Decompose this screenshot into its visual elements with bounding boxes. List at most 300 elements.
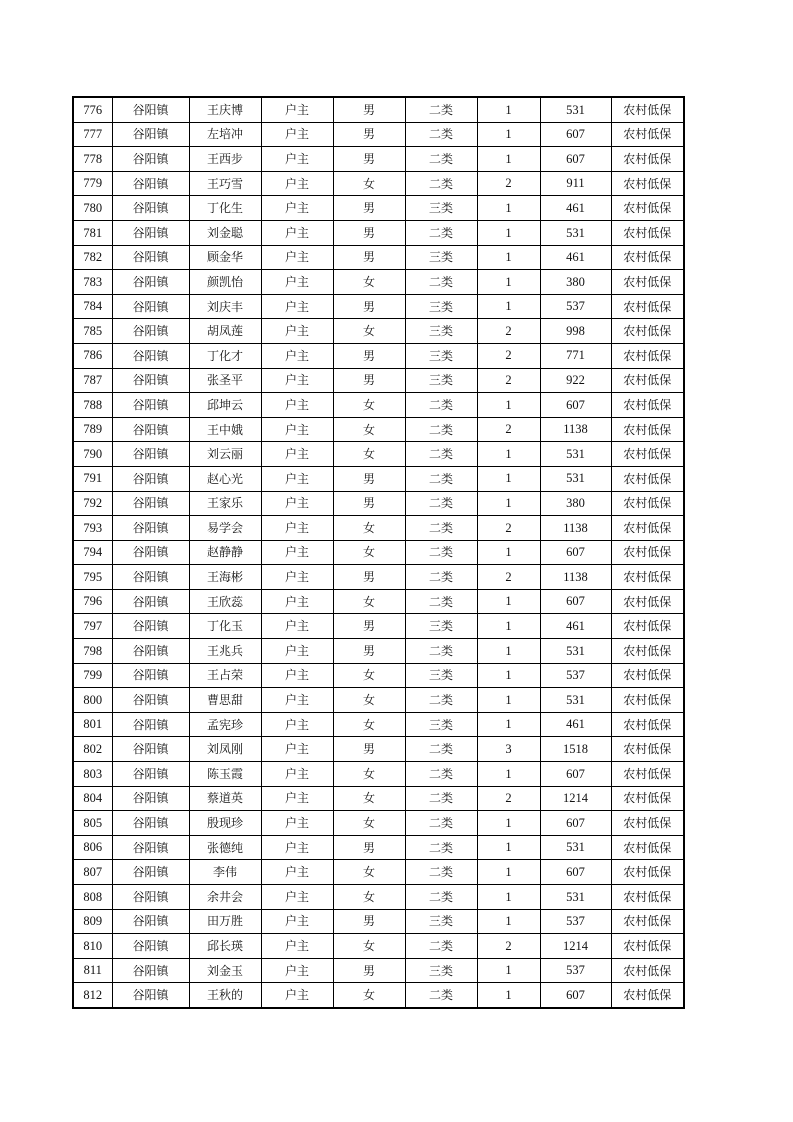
household-size-cell: 1: [477, 983, 540, 1008]
name-cell: 余井会: [189, 885, 261, 910]
amount-cell: 461: [540, 712, 611, 737]
household-size-cell: 1: [477, 885, 540, 910]
name-cell: 殷现珍: [189, 811, 261, 836]
table-row: [73, 343, 684, 368]
household-size-cell: 1: [477, 442, 540, 467]
row-number-cell: 791: [73, 466, 112, 491]
aid-type-cell: 农村低保: [611, 540, 684, 565]
table-row: [73, 220, 684, 245]
amount-cell: 531: [540, 466, 611, 491]
table-row: [73, 466, 684, 491]
amount-cell: 531: [540, 639, 611, 664]
table-row: [73, 786, 684, 811]
gender-cell: 女: [333, 983, 405, 1008]
household-size-cell: 1: [477, 540, 540, 565]
relation-cell: 户主: [261, 466, 333, 491]
relation-cell: 户主: [261, 860, 333, 885]
town-cell: 谷阳镇: [112, 835, 189, 860]
household-size-cell: 1: [477, 688, 540, 713]
gender-cell: 男: [333, 245, 405, 270]
category-cell: 三类: [405, 294, 477, 319]
relation-cell: 户主: [261, 442, 333, 467]
town-cell: 谷阳镇: [112, 270, 189, 295]
gender-cell: 女: [333, 540, 405, 565]
name-cell: 王欣蕊: [189, 589, 261, 614]
household-size-cell: 1: [477, 712, 540, 737]
relation-cell: 户主: [261, 885, 333, 910]
relation-cell: 户主: [261, 712, 333, 737]
gender-cell: 男: [333, 122, 405, 147]
gender-cell: 男: [333, 343, 405, 368]
name-cell: 刘金玉: [189, 958, 261, 983]
table-row: [73, 614, 684, 639]
town-cell: 谷阳镇: [112, 540, 189, 565]
table-row: [73, 589, 684, 614]
amount-cell: 1138: [540, 565, 611, 590]
relation-cell: 户主: [261, 663, 333, 688]
aid-type-cell: 农村低保: [611, 147, 684, 172]
aid-type-cell: 农村低保: [611, 393, 684, 418]
aid-type-cell: 农村低保: [611, 220, 684, 245]
category-cell: 三类: [405, 245, 477, 270]
relation-cell: 户主: [261, 983, 333, 1008]
row-number-cell: 780: [73, 196, 112, 221]
table-row: [73, 97, 684, 122]
amount-cell: 607: [540, 122, 611, 147]
amount-cell: 607: [540, 811, 611, 836]
category-cell: 二类: [405, 983, 477, 1008]
amount-cell: 607: [540, 983, 611, 1008]
household-size-cell: 3: [477, 737, 540, 762]
gender-cell: 女: [333, 688, 405, 713]
category-cell: 二类: [405, 393, 477, 418]
name-cell: 赵静静: [189, 540, 261, 565]
aid-type-cell: 农村低保: [611, 491, 684, 516]
name-cell: 刘庆丰: [189, 294, 261, 319]
town-cell: 谷阳镇: [112, 466, 189, 491]
town-cell: 谷阳镇: [112, 811, 189, 836]
relation-cell: 户主: [261, 737, 333, 762]
category-cell: 二类: [405, 565, 477, 590]
name-cell: 王巧雪: [189, 171, 261, 196]
table-row: [73, 712, 684, 737]
relation-cell: 户主: [261, 147, 333, 172]
table-row: [73, 442, 684, 467]
relation-cell: 户主: [261, 368, 333, 393]
aid-type-cell: 农村低保: [611, 860, 684, 885]
amount-cell: 531: [540, 97, 611, 122]
row-number-cell: 777: [73, 122, 112, 147]
row-number-cell: 801: [73, 712, 112, 737]
town-cell: 谷阳镇: [112, 393, 189, 418]
household-size-cell: 1: [477, 97, 540, 122]
name-cell: 王中娥: [189, 417, 261, 442]
name-cell: 刘云丽: [189, 442, 261, 467]
town-cell: 谷阳镇: [112, 860, 189, 885]
gender-cell: 女: [333, 516, 405, 541]
row-number-cell: 776: [73, 97, 112, 122]
relation-cell: 户主: [261, 762, 333, 787]
category-cell: 二类: [405, 516, 477, 541]
category-cell: 三类: [405, 319, 477, 344]
aid-type-cell: 农村低保: [611, 639, 684, 664]
household-size-cell: 1: [477, 589, 540, 614]
household-size-cell: 2: [477, 343, 540, 368]
table-row: [73, 122, 684, 147]
aid-type-cell: 农村低保: [611, 368, 684, 393]
name-cell: 王海彬: [189, 565, 261, 590]
gender-cell: 女: [333, 663, 405, 688]
gender-cell: 女: [333, 417, 405, 442]
name-cell: 王兆兵: [189, 639, 261, 664]
town-cell: 谷阳镇: [112, 934, 189, 959]
town-cell: 谷阳镇: [112, 663, 189, 688]
category-cell: 二类: [405, 220, 477, 245]
household-size-cell: 1: [477, 663, 540, 688]
aid-type-cell: 农村低保: [611, 909, 684, 934]
amount-cell: 607: [540, 147, 611, 172]
town-cell: 谷阳镇: [112, 737, 189, 762]
table-row: [73, 368, 684, 393]
aid-type-cell: 农村低保: [611, 442, 684, 467]
amount-cell: 380: [540, 270, 611, 295]
gender-cell: 男: [333, 737, 405, 762]
relation-cell: 户主: [261, 393, 333, 418]
gender-cell: 女: [333, 442, 405, 467]
aid-type-cell: 农村低保: [611, 343, 684, 368]
gender-cell: 女: [333, 171, 405, 196]
relation-cell: 户主: [261, 245, 333, 270]
town-cell: 谷阳镇: [112, 147, 189, 172]
category-cell: 二类: [405, 491, 477, 516]
town-cell: 谷阳镇: [112, 565, 189, 590]
row-number-cell: 789: [73, 417, 112, 442]
town-cell: 谷阳镇: [112, 983, 189, 1008]
amount-cell: 537: [540, 294, 611, 319]
relation-cell: 户主: [261, 639, 333, 664]
row-number-cell: 809: [73, 909, 112, 934]
amount-cell: 607: [540, 393, 611, 418]
amount-cell: 771: [540, 343, 611, 368]
row-number-cell: 778: [73, 147, 112, 172]
relation-cell: 户主: [261, 540, 333, 565]
name-cell: 左培冲: [189, 122, 261, 147]
row-number-cell: 804: [73, 786, 112, 811]
name-cell: 王秋的: [189, 983, 261, 1008]
category-cell: 二类: [405, 737, 477, 762]
household-size-cell: 1: [477, 958, 540, 983]
row-number-cell: 781: [73, 220, 112, 245]
category-cell: 二类: [405, 171, 477, 196]
gender-cell: 女: [333, 811, 405, 836]
aid-type-cell: 农村低保: [611, 589, 684, 614]
aid-type-cell: 农村低保: [611, 516, 684, 541]
row-number-cell: 782: [73, 245, 112, 270]
category-cell: 二类: [405, 835, 477, 860]
household-size-cell: 1: [477, 466, 540, 491]
town-cell: 谷阳镇: [112, 343, 189, 368]
aid-type-cell: 农村低保: [611, 97, 684, 122]
gender-cell: 女: [333, 786, 405, 811]
aid-type-cell: 农村低保: [611, 835, 684, 860]
category-cell: 二类: [405, 466, 477, 491]
relation-cell: 户主: [261, 614, 333, 639]
gender-cell: 男: [333, 565, 405, 590]
relation-cell: 户主: [261, 122, 333, 147]
category-cell: 二类: [405, 122, 477, 147]
table-row: [73, 835, 684, 860]
household-size-cell: 1: [477, 122, 540, 147]
gender-cell: 女: [333, 885, 405, 910]
table-row: [73, 565, 684, 590]
amount-cell: 537: [540, 909, 611, 934]
household-size-cell: 1: [477, 270, 540, 295]
name-cell: 刘金聪: [189, 220, 261, 245]
aid-type-cell: 农村低保: [611, 196, 684, 221]
gender-cell: 男: [333, 294, 405, 319]
relation-cell: 户主: [261, 343, 333, 368]
relation-cell: 户主: [261, 589, 333, 614]
row-number-cell: 794: [73, 540, 112, 565]
town-cell: 谷阳镇: [112, 688, 189, 713]
row-number-cell: 792: [73, 491, 112, 516]
name-cell: 曹思甜: [189, 688, 261, 713]
row-number-cell: 793: [73, 516, 112, 541]
aid-type-cell: 农村低保: [611, 712, 684, 737]
name-cell: 张圣平: [189, 368, 261, 393]
amount-cell: 531: [540, 885, 611, 910]
aid-type-cell: 农村低保: [611, 885, 684, 910]
table-row: [73, 491, 684, 516]
aid-type-cell: 农村低保: [611, 319, 684, 344]
amount-cell: 607: [540, 762, 611, 787]
category-cell: 三类: [405, 368, 477, 393]
table-row: [73, 663, 684, 688]
table-row: [73, 245, 684, 270]
table-row: [73, 958, 684, 983]
row-number-cell: 779: [73, 171, 112, 196]
relation-cell: 户主: [261, 319, 333, 344]
aid-type-cell: 农村低保: [611, 762, 684, 787]
name-cell: 陈玉霞: [189, 762, 261, 787]
town-cell: 谷阳镇: [112, 589, 189, 614]
gender-cell: 男: [333, 614, 405, 639]
amount-cell: 461: [540, 614, 611, 639]
table-row: [73, 147, 684, 172]
row-number-cell: 811: [73, 958, 112, 983]
household-size-cell: 1: [477, 491, 540, 516]
relation-cell: 户主: [261, 196, 333, 221]
aid-type-cell: 农村低保: [611, 171, 684, 196]
household-size-cell: 2: [477, 934, 540, 959]
gender-cell: 女: [333, 712, 405, 737]
town-cell: 谷阳镇: [112, 417, 189, 442]
category-cell: 三类: [405, 663, 477, 688]
town-cell: 谷阳镇: [112, 368, 189, 393]
amount-cell: 607: [540, 540, 611, 565]
town-cell: 谷阳镇: [112, 786, 189, 811]
category-cell: 二类: [405, 147, 477, 172]
household-size-cell: 2: [477, 786, 540, 811]
name-cell: 王占荣: [189, 663, 261, 688]
row-number-cell: 799: [73, 663, 112, 688]
gender-cell: 女: [333, 319, 405, 344]
category-cell: 二类: [405, 417, 477, 442]
household-size-cell: 1: [477, 147, 540, 172]
gender-cell: 男: [333, 909, 405, 934]
relation-cell: 户主: [261, 835, 333, 860]
household-size-cell: 1: [477, 294, 540, 319]
gender-cell: 男: [333, 220, 405, 245]
relation-cell: 户主: [261, 220, 333, 245]
relation-cell: 户主: [261, 958, 333, 983]
table-row: [73, 983, 684, 1008]
row-number-cell: 797: [73, 614, 112, 639]
relation-cell: 户主: [261, 270, 333, 295]
name-cell: 王家乐: [189, 491, 261, 516]
aid-type-cell: 农村低保: [611, 786, 684, 811]
category-cell: 二类: [405, 786, 477, 811]
amount-cell: 531: [540, 442, 611, 467]
gender-cell: 女: [333, 270, 405, 295]
category-cell: 二类: [405, 97, 477, 122]
row-number-cell: 802: [73, 737, 112, 762]
aid-type-cell: 农村低保: [611, 983, 684, 1008]
gender-cell: 男: [333, 835, 405, 860]
category-cell: 三类: [405, 614, 477, 639]
table-row: [73, 294, 684, 319]
household-size-cell: 2: [477, 171, 540, 196]
household-size-cell: 1: [477, 639, 540, 664]
name-cell: 王西步: [189, 147, 261, 172]
amount-cell: 531: [540, 835, 611, 860]
name-cell: 田万胜: [189, 909, 261, 934]
town-cell: 谷阳镇: [112, 245, 189, 270]
household-size-cell: 1: [477, 860, 540, 885]
table-row: [73, 762, 684, 787]
row-number-cell: 796: [73, 589, 112, 614]
gender-cell: 女: [333, 589, 405, 614]
table-row: [73, 909, 684, 934]
aid-type-cell: 农村低保: [611, 688, 684, 713]
amount-cell: 380: [540, 491, 611, 516]
town-cell: 谷阳镇: [112, 122, 189, 147]
table-row: [73, 516, 684, 541]
name-cell: 丁化玉: [189, 614, 261, 639]
gender-cell: 女: [333, 393, 405, 418]
amount-cell: 1138: [540, 417, 611, 442]
aid-type-cell: 农村低保: [611, 811, 684, 836]
town-cell: 谷阳镇: [112, 171, 189, 196]
table-row: [73, 811, 684, 836]
row-number-cell: 786: [73, 343, 112, 368]
table-row: [73, 688, 684, 713]
relation-cell: 户主: [261, 294, 333, 319]
name-cell: 蔡道英: [189, 786, 261, 811]
relation-cell: 户主: [261, 811, 333, 836]
gender-cell: 男: [333, 491, 405, 516]
row-number-cell: 805: [73, 811, 112, 836]
aid-type-cell: 农村低保: [611, 737, 684, 762]
gender-cell: 男: [333, 196, 405, 221]
table-row: [73, 737, 684, 762]
town-cell: 谷阳镇: [112, 294, 189, 319]
category-cell: 三类: [405, 196, 477, 221]
name-cell: 丁化才: [189, 343, 261, 368]
category-cell: 三类: [405, 909, 477, 934]
name-cell: 孟宪珍: [189, 712, 261, 737]
amount-cell: 1214: [540, 934, 611, 959]
name-cell: 邱长瑛: [189, 934, 261, 959]
name-cell: 胡凤莲: [189, 319, 261, 344]
amount-cell: 1518: [540, 737, 611, 762]
relation-cell: 户主: [261, 786, 333, 811]
table-row: [73, 196, 684, 221]
town-cell: 谷阳镇: [112, 196, 189, 221]
relation-cell: 户主: [261, 491, 333, 516]
amount-cell: 461: [540, 245, 611, 270]
amount-cell: 537: [540, 663, 611, 688]
row-number-cell: 803: [73, 762, 112, 787]
name-cell: 李伟: [189, 860, 261, 885]
aid-type-cell: 农村低保: [611, 565, 684, 590]
relation-cell: 户主: [261, 97, 333, 122]
town-cell: 谷阳镇: [112, 762, 189, 787]
amount-cell: 1214: [540, 786, 611, 811]
table-row: [73, 171, 684, 196]
row-number-cell: 785: [73, 319, 112, 344]
category-cell: 二类: [405, 589, 477, 614]
aid-type-cell: 农村低保: [611, 614, 684, 639]
category-cell: 二类: [405, 762, 477, 787]
amount-cell: 461: [540, 196, 611, 221]
table-row: [73, 417, 684, 442]
aid-type-cell: 农村低保: [611, 270, 684, 295]
row-number-cell: 783: [73, 270, 112, 295]
category-cell: 二类: [405, 885, 477, 910]
name-cell: 易学会: [189, 516, 261, 541]
amount-cell: 531: [540, 688, 611, 713]
household-size-cell: 1: [477, 393, 540, 418]
household-size-cell: 2: [477, 368, 540, 393]
aid-type-cell: 农村低保: [611, 294, 684, 319]
relation-cell: 户主: [261, 909, 333, 934]
aid-type-cell: 农村低保: [611, 466, 684, 491]
household-size-cell: 1: [477, 835, 540, 860]
name-cell: 顾金华: [189, 245, 261, 270]
town-cell: 谷阳镇: [112, 220, 189, 245]
name-cell: 邱坤云: [189, 393, 261, 418]
town-cell: 谷阳镇: [112, 712, 189, 737]
aid-type-cell: 农村低保: [611, 958, 684, 983]
relation-cell: 户主: [261, 688, 333, 713]
table-row: [73, 860, 684, 885]
name-cell: 王庆博: [189, 97, 261, 122]
category-cell: 三类: [405, 712, 477, 737]
row-number-cell: 810: [73, 934, 112, 959]
amount-cell: 1138: [540, 516, 611, 541]
category-cell: 二类: [405, 639, 477, 664]
amount-cell: 531: [540, 220, 611, 245]
amount-cell: 607: [540, 589, 611, 614]
household-size-cell: 2: [477, 565, 540, 590]
category-cell: 二类: [405, 811, 477, 836]
category-cell: 二类: [405, 442, 477, 467]
relation-cell: 户主: [261, 516, 333, 541]
gender-cell: 男: [333, 639, 405, 664]
row-number-cell: 800: [73, 688, 112, 713]
relation-cell: 户主: [261, 565, 333, 590]
